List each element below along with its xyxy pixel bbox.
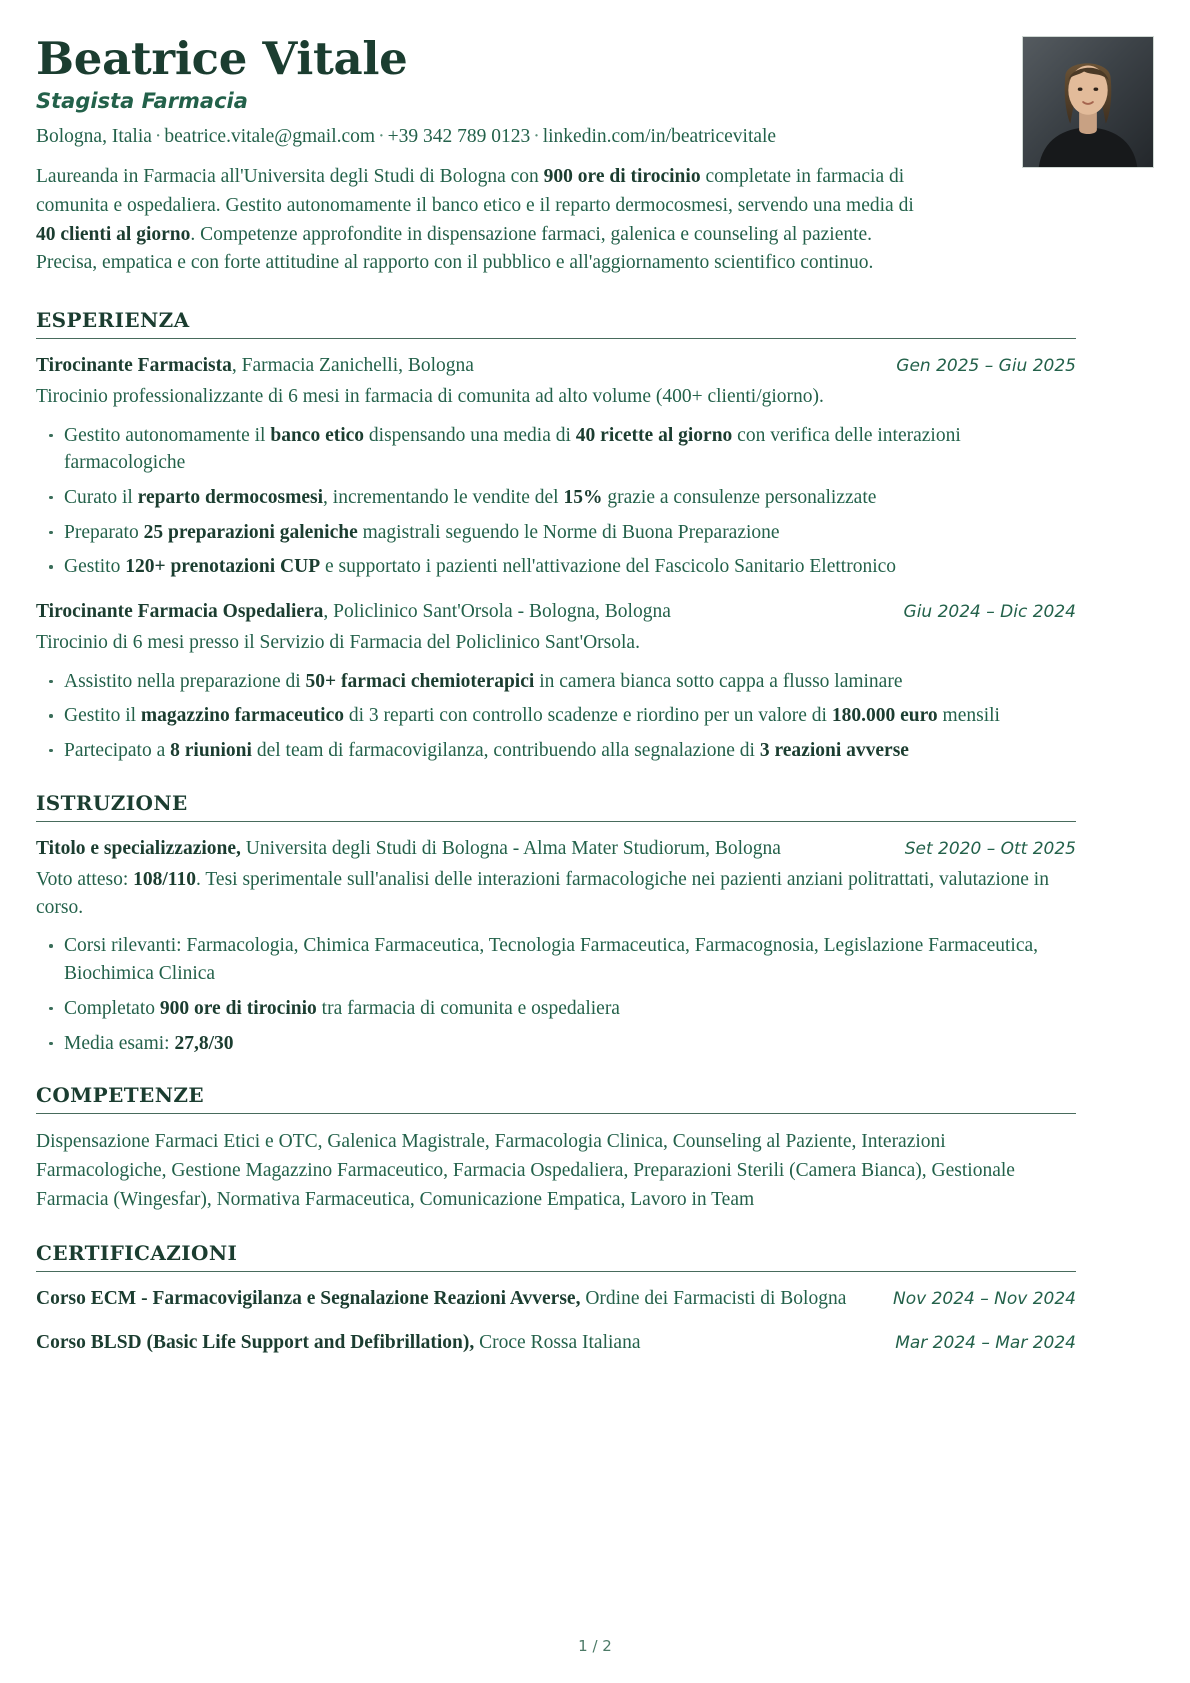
section-heading-certifications: CERTIFICAZIONI — [36, 1240, 238, 1265]
section-divider — [36, 821, 1076, 822]
list-item: Media esami: 27,8/30 — [36, 1030, 1076, 1058]
list-item: Partecipato a 8 riunioni del team di farmacovigilanza, contribuendo alla segnalazione di 3 reazioni avverse — [36, 737, 1076, 765]
section-education — [36, 791, 1076, 1058]
entry-bullet-list — [36, 422, 1076, 581]
entry-title: Corso BLSD (Basic Life Support and Defibrillation), Croce Rossa Italiana — [36, 1332, 641, 1354]
job-role-subtitle: Stagista Farmacia — [36, 88, 248, 113]
experience-entry — [36, 353, 1076, 581]
resume-header — [36, 32, 1076, 278]
avatar — [1022, 36, 1154, 168]
entry-date: Set 2020 – Ott 2025 — [904, 838, 1076, 859]
entry-header — [36, 353, 1076, 379]
entry-title: Corso ECM - Farmacovigilanza e Segnalazione Reazioni Avverse, Ordine dei Farmacisti di Bologna — [36, 1287, 847, 1309]
entry-header — [36, 1330, 1076, 1356]
entry-description: Tirocinio di 6 mesi presso il Servizio di Farmacia del Policlinico Sant'Orsola. — [36, 632, 640, 654]
section-divider — [36, 1113, 1076, 1114]
list-item: Curato il reparto dermocosmesi, incrementando le vendite del 15% grazie a consulenze personalizzate — [36, 484, 1076, 512]
skills-paragraph: Dispensazione Farmaci Etici e OTC, Galenica Magistrale, Farmacologia Clinica, Counseling al Paziente, Interazioni Farmacologiche, Gestione Magazzino Farmaceutico, Farmacia Ospedaliera, Preparazioni Sterili (Camera Bianca), Gestionale Farmacia (Wingesfar), Normativa Farmaceutica, Comunicazione Empatica, Lavoro in Team — [36, 1131, 1015, 1210]
entry-date: Nov 2024 – Nov 2024 — [893, 1288, 1076, 1309]
section-divider — [36, 338, 1076, 339]
list-item: Completato 900 ore di tirocinio tra farmacia di comunita e ospedaliera — [36, 995, 1076, 1023]
section-skills — [36, 1083, 1076, 1215]
entry-header — [36, 1286, 1076, 1312]
section-heading-skills: COMPETENZE — [36, 1083, 205, 1108]
list-item: Preparato 25 preparazioni galeniche magistrali seguendo le Norme di Buona Preparazione — [36, 519, 1076, 547]
contact-linkedin[interactable]: linkedin.com/in/beatricevitale — [542, 125, 777, 147]
entry-date: Giu 2024 – Dic 2024 — [903, 601, 1076, 622]
contact-separator: · — [154, 125, 162, 147]
contact-separator: · — [378, 125, 385, 147]
page-title: Beatrice Vitale — [36, 32, 408, 85]
section-heading-education: ISTRUZIONE — [36, 790, 188, 815]
section-heading-experience: ESPERIENZA — [36, 307, 190, 332]
page-number: 1 / 2 — [578, 1637, 612, 1655]
certification-entry — [36, 1330, 1076, 1356]
summary-paragraph: Laureanda in Farmacia all'Universita degli Studi di Bologna con 900 ore di tirocinio completate in farmacia di comunita e ospedaliera. Gestito autonomamente il banco etico e il reparto dermocosmesi, servendo una media di 40 clienti al giorno. Competenze approfondite in dispensazione farmaci, galenica e counseling al paziente. Precisa, empatica e con forte attitudine al rapporto con il pubblico e all'aggiornamento scientifico continuo. — [36, 166, 914, 274]
experience-entry — [36, 599, 1076, 765]
entry-title: Tirocinante Farmacia Ospedaliera, Policlinico Sant'Orsola - Bologna, Bologna — [36, 600, 671, 622]
section-certifications — [36, 1241, 1076, 1357]
contact-location: Bologna, Italia — [36, 125, 152, 147]
profile-portrait-icon — [1023, 37, 1153, 167]
list-item: Corsi rilevanti: Farmacologia, Chimica Farmaceutica, Tecnologia Farmaceutica, Farmacognosia, Legislazione Farmaceutica, Biochimica Clinica — [36, 932, 1076, 987]
entry-bullet-list — [36, 668, 1076, 765]
contact-email[interactable]: beatrice.vitale@gmail.com — [164, 125, 376, 147]
contact-separator: · — [533, 125, 540, 147]
entry-header — [36, 836, 1076, 862]
education-entry — [36, 836, 1076, 1058]
list-item: Gestito il magazzino farmaceutico di 3 reparti con controllo scadenze e riordino per un valore di 180.000 euro mensili — [36, 702, 1076, 730]
entry-title: Titolo e specializzazione, Universita degli Studi di Bologna - Alma Mater Studiorum, Bologna — [36, 837, 781, 859]
contact-line — [36, 124, 1076, 149]
entry-bullet-list — [36, 932, 1076, 1057]
contact-phone[interactable]: +39 342 789 0123 — [387, 125, 531, 147]
entry-description: Tirocinio professionalizzante di 6 mesi in farmacia di comunita ad alto volume (400+ clienti/giorno). — [36, 386, 824, 408]
entry-header — [36, 599, 1076, 625]
section-experience — [36, 308, 1076, 765]
certification-entry — [36, 1286, 1076, 1312]
list-item: Gestito 120+ prenotazioni CUP e supportato i pazienti nell'attivazione del Fascicolo Sanitario Elettronico — [36, 553, 1076, 581]
section-divider — [36, 1271, 1076, 1272]
entry-date: Mar 2024 – Mar 2024 — [895, 1333, 1076, 1354]
entry-description: Voto atteso: 108/110. Tesi sperimentale sull'analisi delle interazioni farmacologiche nei pazienti anziani politrattati, valutazione in corso. — [36, 868, 1049, 919]
entry-date: Gen 2025 – Giu 2025 — [896, 355, 1076, 376]
entry-title: Tirocinante Farmacista, Farmacia Zanichelli, Bologna — [36, 354, 474, 376]
list-item: Gestito autonomamente il banco etico dispensando una media di 40 ricette al giorno con verifica delle interazioni farmacologiche — [36, 422, 1076, 477]
list-item: Assistito nella preparazione di 50+ farmaci chemioterapici in camera bianca sotto cappa a flusso laminare — [36, 668, 1076, 696]
